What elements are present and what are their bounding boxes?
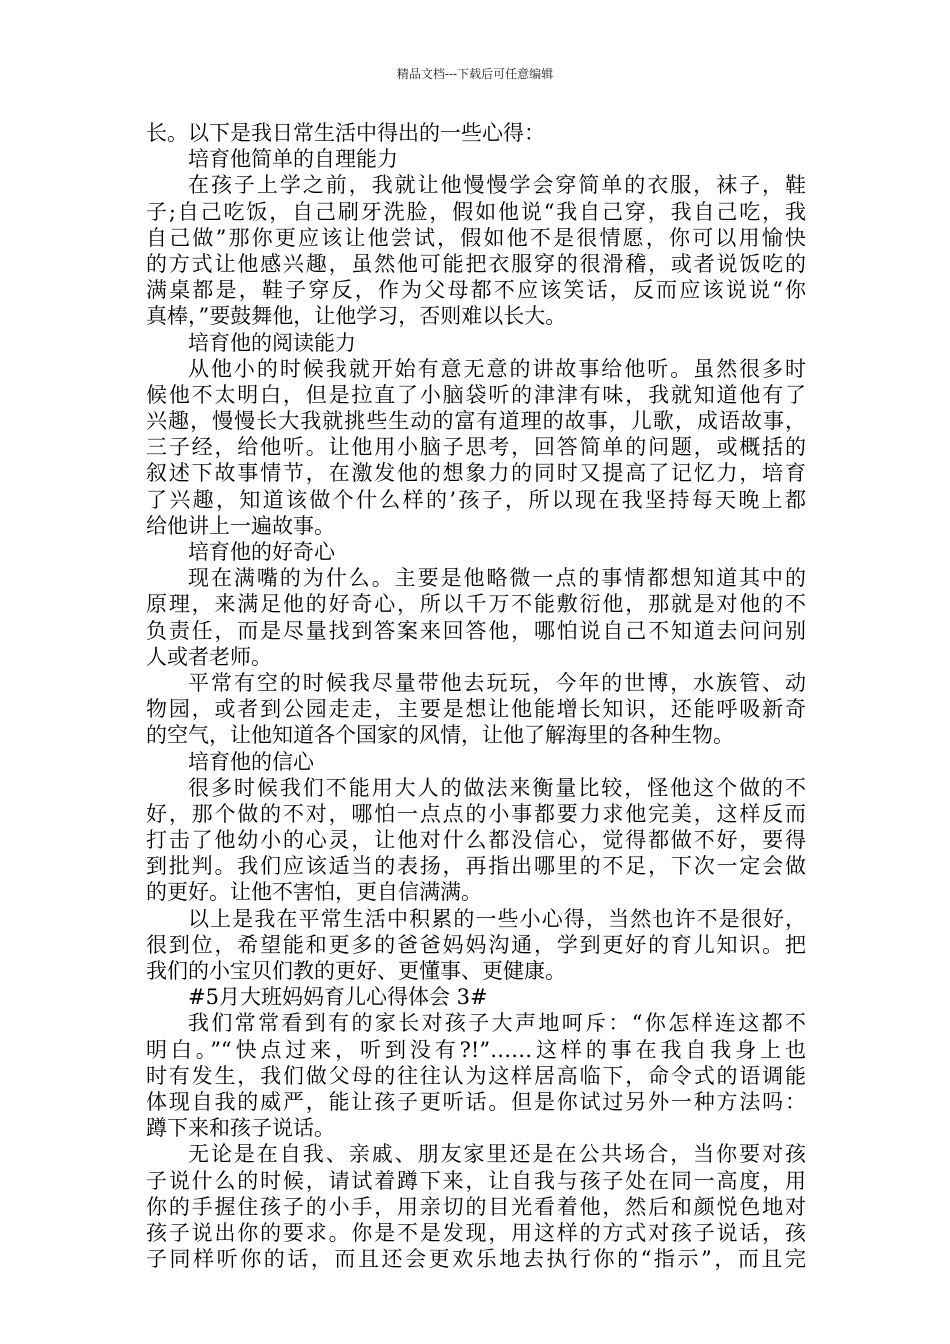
text-line: 的空气，让他知道各个国家的风情，让他了解海里的各种生物。 [146, 723, 734, 748]
text-line: 的更好。让他不害怕，更自信满满。 [146, 880, 482, 905]
paragraph-start-line: 我们常常看到有的家长对孩子大声地呵斥：“你怎样连这都不 [188, 1011, 806, 1036]
paragraph-start-line: #5月大班妈妈育儿心得体会 3# [188, 985, 488, 1010]
text-line: 的方式让他感兴趣，虽然他可能把衣服穿的很滑稽，或者说饭吃的 [146, 251, 806, 276]
text-line: 很到位，希望能和更多的爸爸妈妈沟通，学到更好的育儿知识。把 [146, 932, 806, 957]
text-line: 给他讲上一遍故事。 [146, 513, 335, 538]
document-body [146, 120, 806, 1272]
text-line: 满桌都是，鞋子穿反，作为父母都不应该笑话，反而应该说说“你 [146, 278, 806, 303]
paragraph-start-line: 培育他简单的自理能力 [188, 147, 398, 172]
paragraph-start-line: 很多时候我们不能用大人的做法来衡量比较，怪他这个做的不 [188, 775, 806, 800]
text-line: 蹲下来和孩子说话。 [146, 1116, 335, 1141]
paragraph-start-line: 以上是我在平常生活中积累的一些小心得，当然也许不是很好， [188, 906, 806, 931]
text-line: 到批判。我们应该适当的表扬，再指出哪里的不足，下次一定会做 [146, 854, 806, 879]
text-line: 自己做”那你更应该让他尝试，假如他不是很情愿，你可以用愉快 [146, 225, 806, 250]
text-line: 子说什么的时候，请试着蹲下来，让自我与孩子处在同一高度，用 [146, 1168, 806, 1193]
paragraph-start-line: 平常有空的时候我尽量带他去玩玩，今年的世博，水族管、动 [188, 670, 806, 695]
text-line: 真棒，”要鼓舞他，让他学习，否则难以长大。 [146, 304, 567, 329]
text-line: 子;自己吃饭，自己刷牙洗脸，假如他说“我自己穿，我自己吃，我 [146, 199, 806, 224]
text-line: 长。以下是我日常生活中得出的一些心得： [146, 121, 545, 145]
text-line: 孩子说出你的要求。你是不是发现，用这样的方式对孩子说话，孩 [146, 1220, 806, 1245]
text-line: 子同样听你的话，而且还会更欢乐地去执行你的“指示”，而且完 [146, 1247, 806, 1272]
paragraph-start-line: 现在满嘴的为什么。主要是他略微一点的事情都想知道其中的 [188, 566, 806, 591]
paragraph-start-line: 培育他的信心 [188, 749, 314, 774]
text-line: 人或者老师。 [146, 644, 272, 669]
text-line: 负责任，而是尽量找到答案来回答他，哪怕说自己不知道去问问别 [146, 618, 806, 643]
text-line: 我们的小宝贝们教的更好、更懂事、更健康。 [146, 959, 566, 983]
text-line: 时有发生，我们做父母的往往认为这样居高临下，命令式的语调能 [146, 1063, 806, 1088]
text-line: 了兴趣，知道该做个什么样的’孩子，所以现在我坚持每天晚上都 [146, 487, 806, 512]
text-line: 原理，来满足他的好奇心，所以千万不能敷衍他，那就是对他的不 [146, 592, 806, 617]
paragraph-start-line: 无论是在自我、亲戚、朋友家里还是在公共场合，当你要对孩 [188, 1142, 806, 1167]
text-line: 叙述下故事情节，在激发他的想象力的同时又提高了记忆力，培育 [146, 461, 806, 486]
paragraph-start-line: 培育他的好奇心 [188, 540, 335, 564]
text-line: 好，那个做的不对，哪怕一点点的小事都要力求他完美，这样反而 [146, 801, 806, 826]
text-line: 三子经，给他听。让他用小脑子思考，回答简单的问题，或概括的 [146, 435, 806, 460]
text-line: 候他不太明白，但是拉直了小脑袋听的津津有味，我就知道他有了 [146, 382, 806, 407]
text-line: 物园，或者到公园走走，主要是想让他能增长知识，还能呼吸新奇 [146, 697, 806, 722]
paragraph-start-line: 在孩子上学之前，我就让他慢慢学会穿简单的衣服，袜子，鞋 [188, 173, 806, 198]
text-line: 明白。”“快点过来，听到没有?!”……这样的事在我自我身上也 [146, 1037, 806, 1062]
text-line: 体现自我的威严，能让孩子更听话。但是你试过另外一种方法吗： [146, 1089, 806, 1114]
text-line: 你的手握住孩子的小手，用亲切的目光看着他，然后和颜悦色地对 [146, 1194, 806, 1219]
paragraph-start-line: 从他小的时候我就开始有意无意的讲故事给他听。虽然很多时 [188, 356, 806, 381]
paragraph-start-line: 培育他的阅读能力 [188, 330, 356, 355]
page-header: 精品文档---下载后可任意编辑 [396, 67, 554, 81]
text-line: 打击了他幼小的心灵，让他对什么都没信心，觉得都做不好，要得 [146, 828, 806, 853]
text-line: 兴趣，慢慢长大我就挑些生动的富有道理的故事，儿歌，成语故事， [146, 409, 806, 434]
